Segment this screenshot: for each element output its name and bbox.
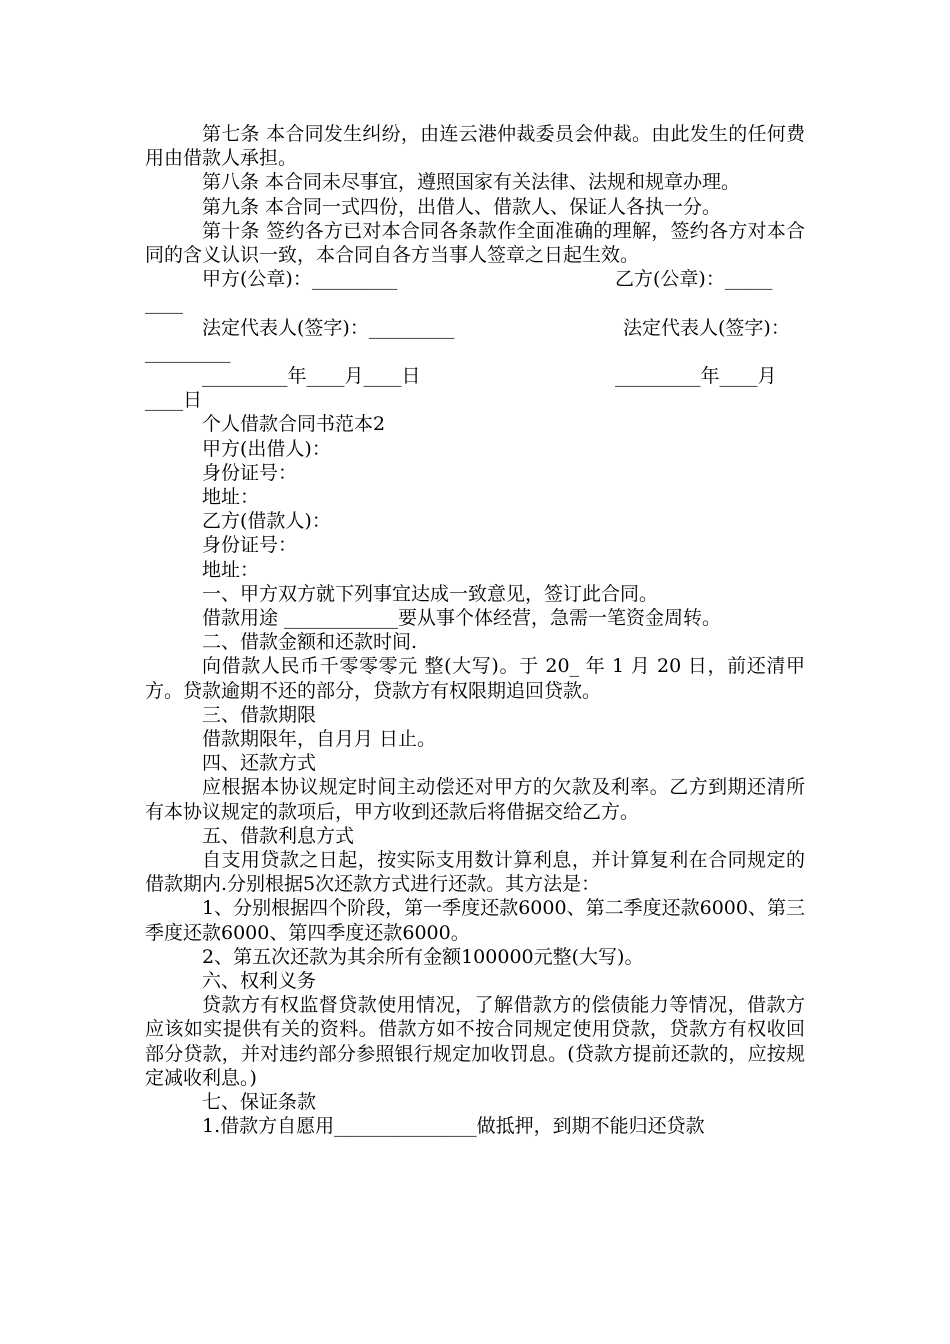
date-a: _________年____月____日 xyxy=(202,364,421,387)
representative-row xyxy=(145,316,805,340)
representative-a: 法定代表人(签字)：_________ xyxy=(202,316,455,339)
article-7: 第七条 本合同发生纠纷，由连云港仲裁委员会仲裁。由此发生的任何费用由借款人承担。 xyxy=(145,123,805,170)
party-a-seal: 甲方(公章)：_________ xyxy=(202,268,398,291)
party-b-seal-continued: ____ xyxy=(145,292,183,315)
installment-clause-1: 1、分别根据四个阶段，第一季度还款6000、第二季度还款6000、第三季度还款6000、第四季度还款6000。 xyxy=(145,897,805,944)
article-10: 第十条 签约各方已对本合同各条款作全面准确的理解，签约各方对本合同的含义认识一致，本合同自各方当事人签章之日起生效。 xyxy=(145,219,805,267)
section-4-heading: 四、还款方式 xyxy=(202,752,317,775)
section-3-heading: 三、借款期限 xyxy=(202,703,317,726)
party-b-borrower: 乙方(借款人)： xyxy=(202,510,331,533)
rights-obligations-clause: 贷款方有权监督贷款使用情况，了解借款方的偿债能力等情况，借款方应该如实提供有关的资料。借款方如不按合同规定使用贷款，贷款方有权收回部分贷款，并对违约部分参照银行规定加收罚息。(贷款方提前还款的，应按规定减收利息。) xyxy=(145,994,805,1089)
party-b-address: 地址： xyxy=(202,558,260,581)
party-a-id: 身份证号： xyxy=(202,461,298,484)
article-9: 第九条 本合同一式四份，出借人、借款人、保证人各执一分。 xyxy=(202,195,722,218)
representative-b-continued: _________ xyxy=(145,340,231,363)
guarantee-clause-1: 1.借款方自愿用_______________做抵押，到期不能归还贷款 xyxy=(202,1115,705,1138)
contract-page xyxy=(145,122,805,1138)
party-b-id: 身份证号： xyxy=(202,534,298,557)
installment-clause-2: 2、第五次还款为其余所有金额100000元整(大写)。 xyxy=(202,945,644,968)
repayment-clause: 应根据本协议规定时间主动偿还对甲方的欠款及利率。乙方到期还清所有本协议规定的款项后，甲方收到还款后将借据交给乙方。 xyxy=(145,776,805,823)
section-1-heading: 一、甲方双方就下列事宜达成一致意见，签订此合同。 xyxy=(202,582,659,605)
section-5-heading: 五、借款利息方式 xyxy=(202,824,355,847)
interest-clause: 自支用贷款之日起，按实际支用数计算利息，并计算复利在合同规定的借款期内.分别根据5次还款方式进行还款。其方法是： xyxy=(145,849,805,896)
date-row xyxy=(145,364,805,388)
date-b: _________年____月 xyxy=(615,364,777,387)
section-2-heading: 二、借款金额和还款时间. xyxy=(202,631,418,654)
seal-row xyxy=(145,267,805,291)
section-7-heading: 七、保证条款 xyxy=(202,1091,317,1114)
party-b-seal: 乙方(公章)：_____ xyxy=(615,268,773,291)
loan-amount-clause: 向借款人民币千零零零元 整(大写)。于 20_ 年 1 月 20 日，前还清甲方。贷款逾期不还的部分，贷款方有权限期追回贷款。 xyxy=(145,655,805,702)
section-6-heading: 六、权利义务 xyxy=(202,970,317,993)
party-a-address: 地址： xyxy=(202,485,260,508)
party-a-lender: 甲方(出借人)： xyxy=(202,437,331,460)
date-b-continued: ____日 xyxy=(145,389,203,412)
article-8: 第八条 本合同未尽事宜，遵照国家有关法律、法规和规章办理。 xyxy=(202,171,741,194)
loan-term-clause: 借款期限年，自月月 日止。 xyxy=(202,727,437,750)
representative-b: 法定代表人(签字)： xyxy=(623,316,790,339)
sample-title: 个人借款合同书范本2 xyxy=(202,413,386,436)
loan-purpose: 借款用途 ____________要从事个体经营，急需一笔资金周转。 xyxy=(202,606,722,629)
